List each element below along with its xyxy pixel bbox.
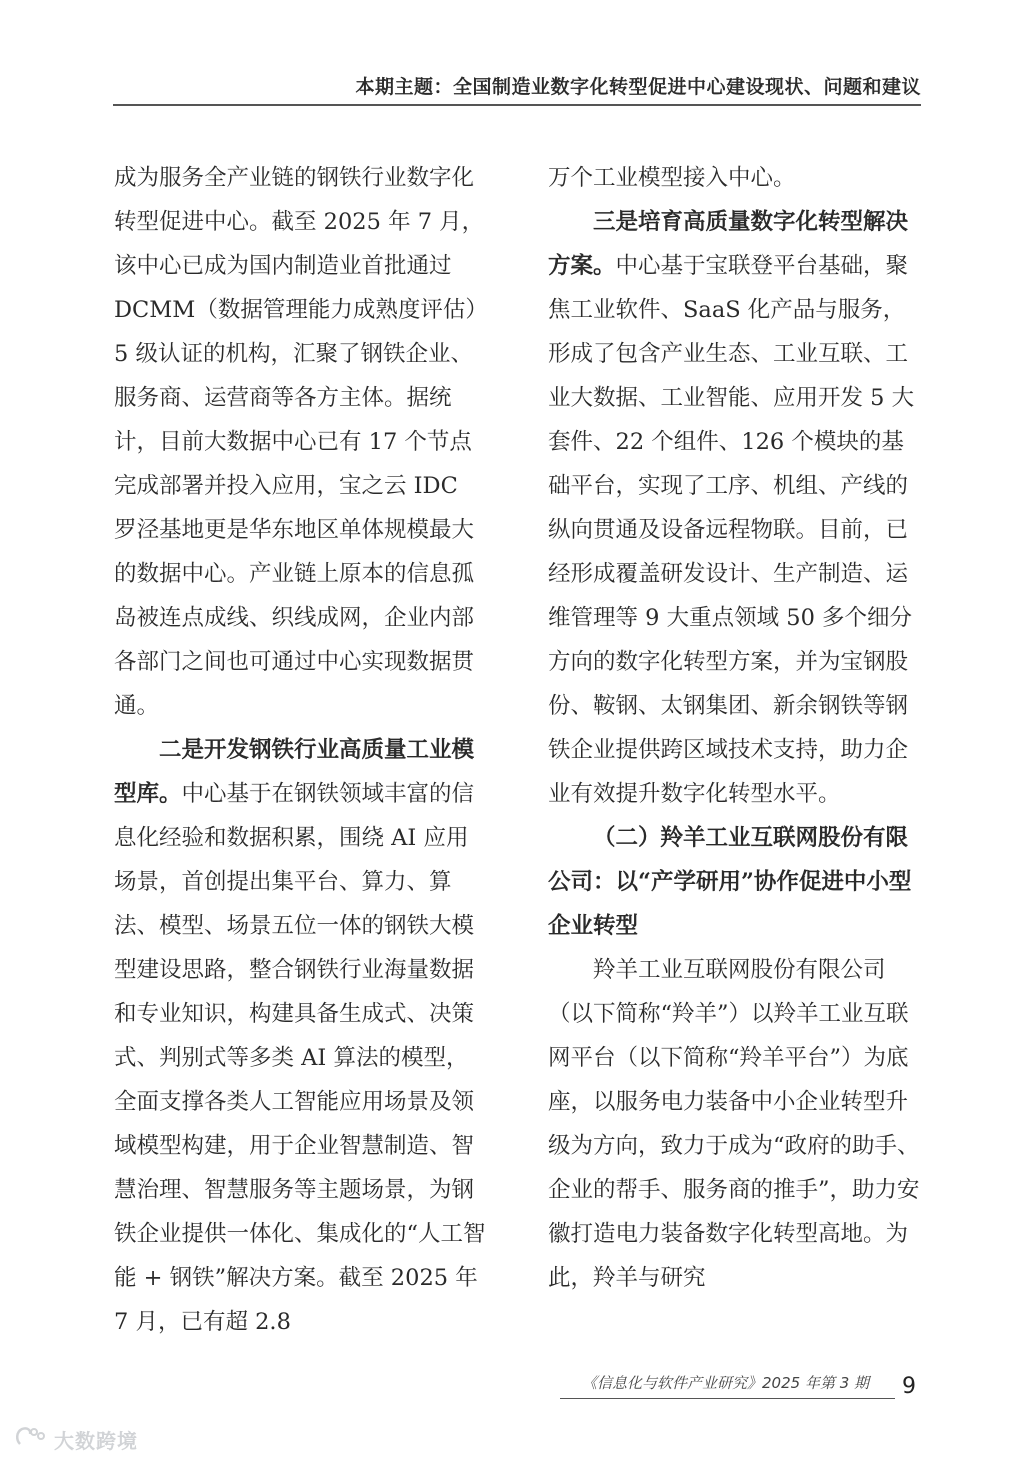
watermark-logo-icon bbox=[14, 1424, 48, 1454]
page-number: 9 bbox=[902, 1374, 916, 1399]
watermark bbox=[14, 1424, 138, 1454]
watermark-text: 大数跨境 bbox=[54, 1428, 138, 1453]
footer-divider bbox=[560, 1398, 895, 1399]
header-divider bbox=[113, 104, 921, 106]
page-header-title: 本期主题：全国制造业数字化转型促进中心建设现状、问题和建议 bbox=[355, 76, 921, 98]
left-paragraph-2-lead: 二是开发钢铁行业高质量工业模型库。 bbox=[114, 737, 475, 807]
right-paragraph-3: 羚羊工业互联网股份有限公司（以下简称“羚羊”）以羚羊工业互联网平台（以下简称“羚羊平台”）为底座，以服务电力装备中小企业转型升级为方向，致力于成为“政府的助手、企业的帮手、服务商的推手”，助力安徽打造电力装备数字化转型高地。为此，羚羊与研究 bbox=[548, 957, 920, 1291]
left-paragraph-1: 成为服务全产业链的钢铁行业数字化转型促进中心。截至 2025 年 7 月，该中心已成为国内制造业首批通过 DCMM（数据管理能力成熟度评估）5 级认证的机构，汇聚了钢铁企业、服务商、运营商等各方主体。据统计，目前大数据中心已有 17 个节点完成部署并投入应用，宝之云 IDC 罗泾基地更是华东地区单体规模最大的数据中心。产业链上原本的信息孤岛被连点成线、织线成网，企业内部各部门之间也可通过中心实现数据贯通。 bbox=[114, 165, 485, 719]
right-paragraph-1: 万个工业模型接入中心。 bbox=[548, 165, 796, 191]
right-column bbox=[548, 156, 921, 1300]
footer-journal-title: 《信息化与软件产业研究》2025 年第 3 期 bbox=[582, 1374, 870, 1392]
section-heading: （二）羚羊工业互联网股份有限公司：以“产学研用”协作促进中小型企业转型 bbox=[548, 825, 912, 939]
left-paragraph-2-body: 中心基于在钢铁领域丰富的信息化经验和数据积累，围绕 AI 应用场景，首创提出集平台、算力、算法、模型、场景五位一体的钢铁大模型建设思路，整合钢铁行业海量数据和专业知识，构建具备生成式、决策式、判别式等多类 AI 算法的模型，全面支撑各类人工智能应用场景及领域模型构建，用于企业智慧制造、智慧治理、智慧服务等主题场景，为钢铁企业提供一体化、集成化的“人工智能 + 钢铁”解决方案。截至 2025 年 7 月，已有超 2.8 bbox=[114, 781, 486, 1335]
left-column bbox=[114, 156, 486, 1344]
left-paragraph-2 bbox=[114, 728, 486, 1344]
right-paragraph-2 bbox=[548, 200, 921, 816]
right-paragraph-2-body: 中心基于宝联登平台基础，聚焦工业软件、SaaS 化产品与服务，形成了包含产业生态、工业互联、工业大数据、工业智能、应用开发 5 大套件、22 个组件、126 个模块的基础平台，实现了工序、机组、产线的纵向贯通及设备远程物联。目前，已经形成覆盖研发设计、生产制造、运维管理等 9 大重点领域 50 多个细分方向的数字化转型方案，并为宝钢股份、鞍钢、太钢集团、新余钢铁等钢铁企业提供跨区域技术支持，助力企业有效提升数字化转型水平。 bbox=[548, 253, 915, 807]
right-paragraph-2-lead: 三是培育高质量数字化转型解决方案。 bbox=[548, 209, 909, 279]
